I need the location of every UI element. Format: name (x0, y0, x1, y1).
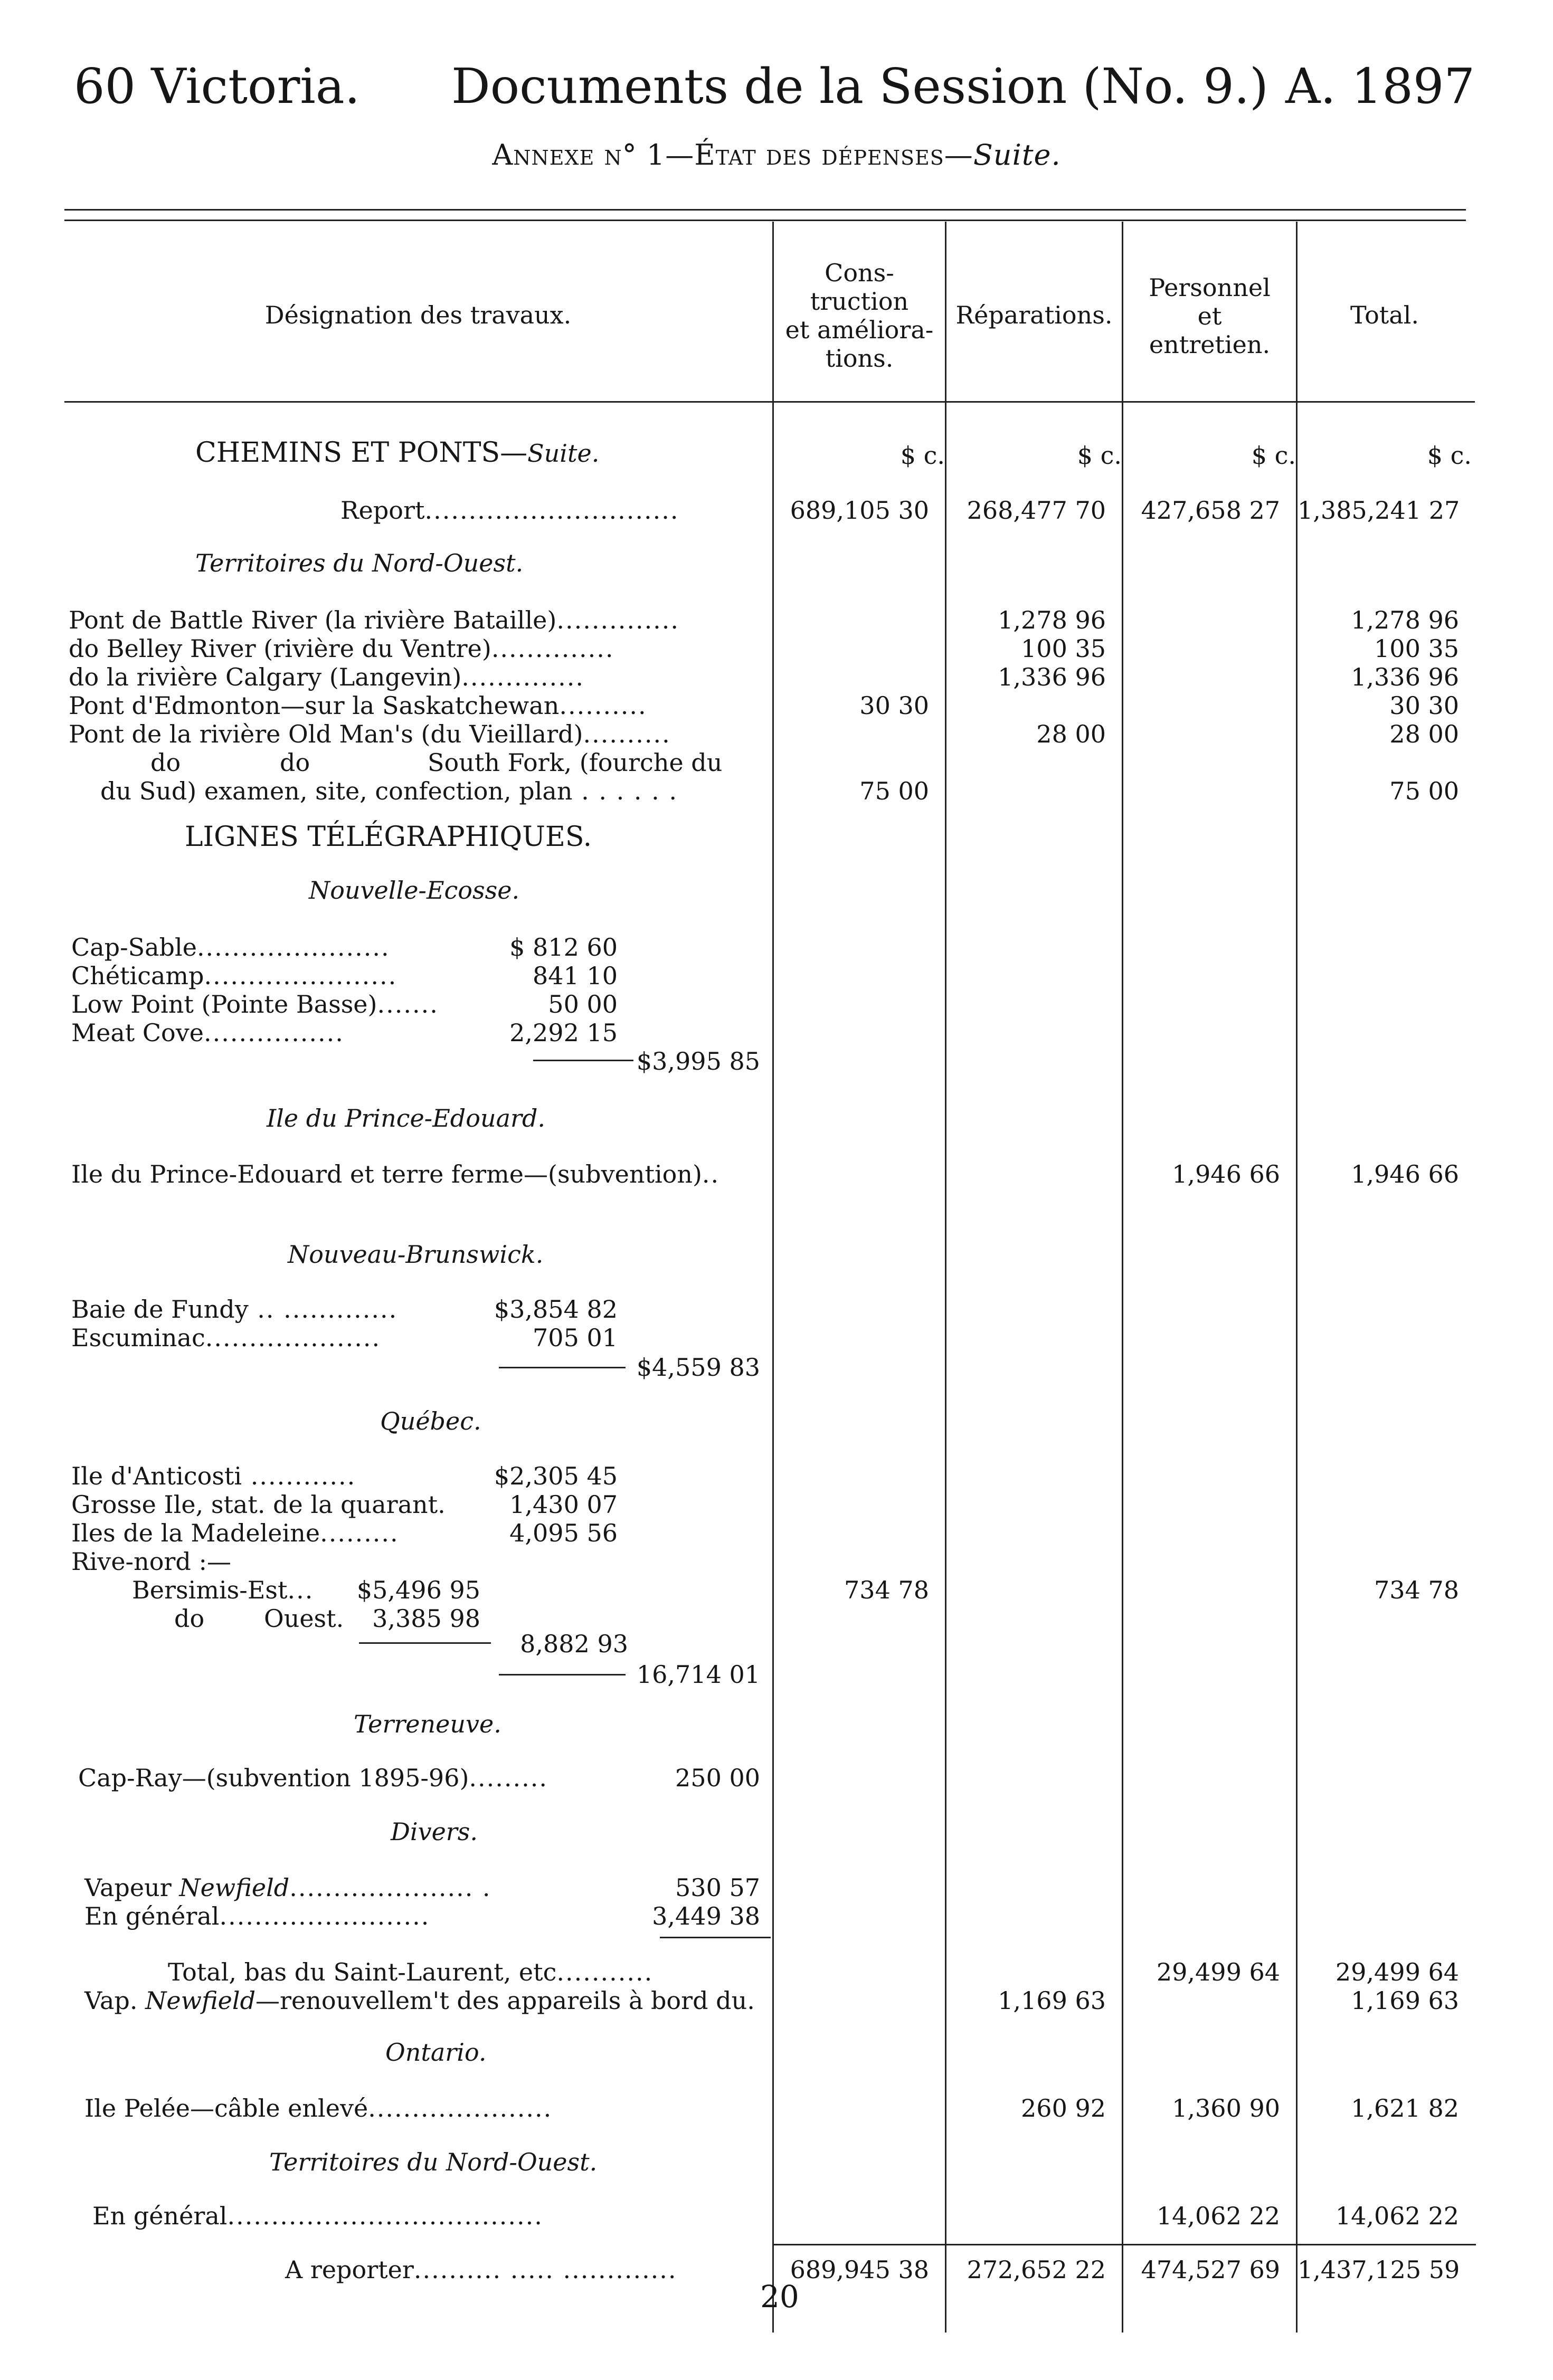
divers-item-amount: 530 57 (675, 1873, 760, 1902)
south-fork-construction: 75 00 (859, 777, 929, 805)
col-divider-1 (772, 222, 774, 2333)
ns-item-label: Low Point (Pointe Basse)....... (71, 990, 439, 1018)
vap-total: 1,169 63 (1351, 1986, 1459, 2015)
qc-item-label: Ile d'Anticosti ............ (71, 1462, 356, 1490)
terreneuve-label: Cap-Ray—(subvention 1895-96)......... (78, 1764, 548, 1792)
nwt2-label: En général.................................... (92, 2202, 543, 2230)
qc-item-label: Grosse Ile, stat. de la quarant. (71, 1490, 446, 1519)
a-reporter-reparations: 272,652 22 (967, 2255, 1106, 2284)
nb-item-label: Baie de Fundy .. ............. (71, 1295, 398, 1324)
bridge-row-construction: 30 30 (859, 691, 929, 720)
col-divider-3 (1122, 222, 1123, 2333)
bridge-row-reparations: 100 35 (1021, 634, 1106, 663)
qc-item-amount: 1,430 07 (509, 1490, 618, 1519)
bridge-row-label: do la rivière Calgary (Langevin).............. (69, 663, 584, 691)
header-right: A. 1897 (1285, 58, 1475, 115)
ns-item-amount: $ 812 60 (509, 933, 618, 961)
col-divider-2 (945, 222, 946, 2333)
nova-scotia-heading: Nouvelle-Ecosse. (309, 876, 520, 905)
qc-item-amount: $2,305 45 (494, 1462, 618, 1490)
pei-personnel: 1,946 66 (1172, 1160, 1280, 1188)
col-head-personnel: Personnel et entretien. (1149, 273, 1271, 359)
divers-item-label: Vapeur Newfield..................... . (84, 1873, 491, 1902)
head-bottom-rule (64, 401, 1475, 403)
south-fork-total: 75 00 (1389, 777, 1459, 805)
nb-item-amount: $3,854 82 (494, 1295, 618, 1324)
total-bas-label: Total, bas du Saint-Laurent, etc........... (168, 1958, 654, 1986)
total-rule (774, 2244, 1476, 2245)
ns-item-label: Chéticamp...................... (71, 961, 397, 990)
qc-rive-subtotal: 8,882 93 (520, 1630, 628, 1658)
south-fork-do-2: do (280, 748, 310, 777)
terreneuve-heading: Terreneuve. (354, 1710, 501, 1738)
unit-construction: $ c. (900, 441, 945, 470)
divers-item-amount: 3,449 38 (652, 1902, 760, 1930)
south-fork-line1: South Fork, (fourche du (428, 748, 723, 777)
col-divider-4 (1296, 222, 1298, 2333)
bridge-row-reparations: 1,278 96 (998, 606, 1106, 634)
bridge-row-label: Pont de Battle River (la rivière Bataille).............. (69, 606, 680, 634)
vap-reparations: 1,169 63 (998, 1986, 1106, 2015)
qc-item-label: Iles de la Madeleine......... (71, 1519, 399, 1547)
section-title: CHEMINS ET PONTS—Suite. (195, 437, 600, 469)
bridge-row-label: Pont de la rivière Old Man's (du Vieillard).......... (69, 720, 671, 748)
ns-item-label: Cap-Sable...................... (71, 933, 390, 961)
bridge-row-total: 1,278 96 (1351, 606, 1459, 634)
telegraph-title: LIGNES TÉLÉGRAPHIQUES. (185, 821, 592, 853)
ns-subtotal: $3,995 85 (636, 1047, 760, 1075)
ontario-total: 1,621 82 (1351, 2094, 1459, 2122)
nb-subtotal-rule (499, 1367, 626, 1368)
nb-item-label: Escuminac.................... (71, 1324, 381, 1352)
pei-heading: Ile du Prince-Edouard. (267, 1104, 546, 1132)
top-rule-1 (64, 209, 1466, 211)
a-reporter-personnel: 474,527 69 (1141, 2255, 1280, 2284)
annex-title: Annexe n° 1—État des dépenses—Suite. (492, 138, 1061, 172)
unit-total: $ c. (1427, 441, 1472, 470)
header-center: Documents de la Session (No. 9.) (451, 58, 1268, 115)
unit-reparations: $ c. (1077, 441, 1122, 470)
south-fork-line2: du Sud) examen, site, confection, plan . . . . . . (100, 777, 678, 805)
ns-item-amount: 841 10 (533, 961, 618, 990)
qc-bersimis-est-amount: $5,496 95 (356, 1576, 480, 1604)
nwt2-total: 14,062 22 (1335, 2202, 1459, 2230)
bridge-row-total: 30 30 (1389, 691, 1459, 720)
col-head-construction: Cons- truction et améliora- tions. (785, 259, 934, 373)
bridge-row-reparations: 28 00 (1036, 720, 1106, 748)
unit-personnel: $ c. (1251, 441, 1296, 470)
a-reporter-total: 1,437,125 59 (1298, 2255, 1460, 2284)
divers-item-label: En général........................ (84, 1902, 430, 1930)
a-reporter-label: A reporter.......... ..... ............. (285, 2255, 677, 2284)
nwt2-personnel: 14,062 22 (1156, 2202, 1280, 2230)
a-reporter-construction: 689,945 38 (790, 2255, 929, 2284)
report-label: Report............................. (340, 496, 679, 525)
ontario-label: Ile Pelée—câble enlevé..................... (84, 2094, 553, 2122)
page-number: 20 (760, 2279, 799, 2315)
report-personnel: 427,658 27 (1141, 496, 1280, 525)
pei-label: Ile du Prince-Edouard et terre ferme—(subvention).. (71, 1160, 720, 1188)
ns-subtotal-rule (533, 1060, 633, 1061)
bridge-row-total: 1,336 96 (1351, 663, 1459, 691)
pei-total: 1,946 66 (1351, 1160, 1459, 1188)
report-construction: 689,105 30 (790, 496, 929, 525)
divers-rule (660, 1937, 771, 1938)
nwt2-heading: Territoires du Nord-Ouest. (269, 2148, 598, 2176)
ontario-heading: Ontario. (385, 2038, 487, 2067)
col-head-total: Total. (1350, 301, 1419, 329)
qc-ouest-do: do (174, 1604, 205, 1633)
qc-item-amount: 4,095 56 (509, 1519, 618, 1547)
vap-label: Vap. Newfield—renouvellem't des appareils à bord du. (84, 1986, 755, 2015)
qc-rive-nord: Rive-nord :— (71, 1547, 231, 1576)
nwt-heading: Territoires du Nord-Ouest. (195, 549, 524, 577)
report-reparations: 268,477 70 (967, 496, 1106, 525)
bridge-row-reparations: 1,336 96 (998, 663, 1106, 691)
qc-construction: 734 78 (844, 1576, 929, 1604)
ns-item-amount: 50 00 (548, 990, 618, 1018)
col-head-designation: Désignation des travaux. (264, 301, 572, 329)
qc-ouest-amount: 3,385 98 (372, 1604, 480, 1633)
total-bas-total: 29,499 64 (1335, 1958, 1459, 1986)
header-left: 60 Victoria. (74, 58, 360, 115)
ontario-personnel: 1,360 90 (1172, 2094, 1280, 2122)
ns-item-amount: 2,292 15 (509, 1018, 618, 1047)
nb-subtotal: $4,559 83 (636, 1353, 760, 1382)
bridge-row-label: do Belley River (rivière du Ventre).............. (69, 634, 614, 663)
quebec-heading: Québec. (380, 1407, 481, 1435)
ns-item-label: Meat Cove................ (71, 1018, 344, 1047)
report-total: 1,385,241 27 (1298, 496, 1460, 525)
qc-total: 734 78 (1374, 1576, 1459, 1604)
terreneuve-amount: 250 00 (675, 1764, 760, 1792)
nb-item-amount: 705 01 (533, 1324, 618, 1352)
south-fork-do-1: do (150, 748, 181, 777)
qc-rive-rule (359, 1642, 491, 1644)
qc-subtotal: 16,714 01 (636, 1660, 760, 1689)
ontario-reparations: 260 92 (1021, 2094, 1106, 2122)
qc-ouest-label: Ouest. (264, 1604, 344, 1633)
qc-subtotal-rule (499, 1674, 626, 1675)
qc-bersimis-est-label: Bersimis-Est... (132, 1576, 314, 1604)
divers-heading: Divers. (391, 1817, 478, 1846)
total-bas-personnel: 29,499 64 (1156, 1958, 1280, 1986)
bridge-row-label: Pont d'Edmonton—sur la Saskatchewan.......... (69, 691, 647, 720)
col-head-reparations: Réparations. (955, 301, 1113, 329)
nb-heading: Nouveau-Brunswick. (288, 1240, 544, 1269)
top-rule-2 (64, 220, 1466, 221)
bridge-row-total: 100 35 (1374, 634, 1459, 663)
bridge-row-total: 28 00 (1389, 720, 1459, 748)
